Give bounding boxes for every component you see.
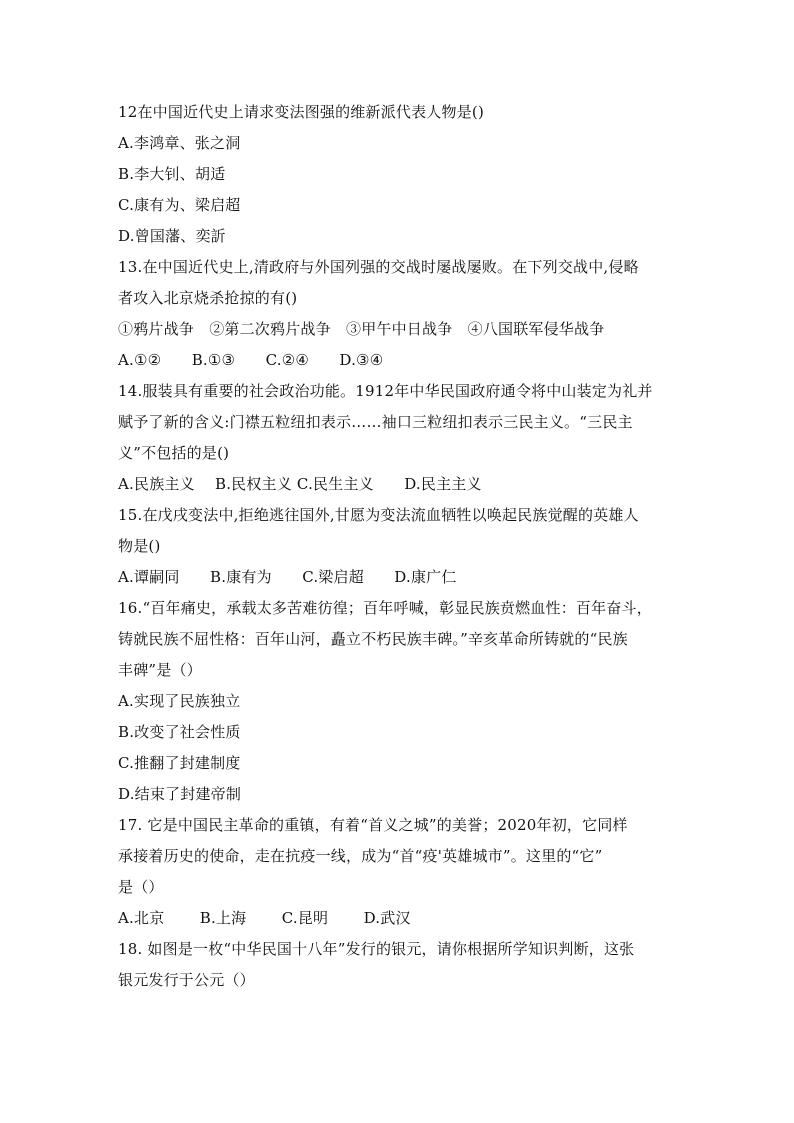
question-12-option-a: A.李鸿章、张之洞: [118, 134, 241, 152]
question-16-stem-line-1: 16.“百年痛史，承载太多苦难彷徨；百年呼喊，彰显民族贲燃血性：百年奋斗，: [118, 599, 652, 617]
question-14-stem-line-3: 义”不包括的是(): [118, 444, 230, 462]
question-18-stem-line-2: 银元发行于公元（）: [118, 971, 255, 989]
question-14-stem-line-2: 赋予了新的含义:门襟五粒纽扣表示……袖口三粒纽扣表示三民主义。“三民主: [118, 413, 633, 431]
question-16-stem-line-2: 铸就民族不屈性格：百年山河，矗立不朽民族丰碑。”辛亥革命所铸就的“民族: [118, 630, 628, 648]
document-page: [118, 97, 678, 996]
question-12-option-b: B.李大钊、胡适: [118, 165, 226, 183]
question-15-options: A.谭嗣同 B.康有为 C.梁启超 D.康广仁: [118, 568, 457, 586]
question-18-stem-line-1: 18. 如图是一枚“中华民国十八年”发行的银元，请你根据所学知识判断，这张: [118, 940, 635, 958]
question-16-option-b: B.改变了社会性质: [118, 723, 241, 741]
question-16-option-a: A.实现了民族独立: [118, 692, 241, 710]
question-16-stem-line-3: 丰碑”是（）: [118, 661, 202, 679]
question-14-options: A.民族主义 B.民权主义 C.民生主义 D.民主主义: [118, 475, 482, 493]
question-12-option-d: D.曾国藩、奕訢: [118, 227, 226, 245]
question-12-option-c: C.康有为、梁启超: [118, 196, 241, 214]
question-13-stem-line-2: 者攻入北京烧杀抢掠的有(): [118, 289, 298, 307]
question-17-stem-line-2: 承接着历史的使命，走在抗疫一线，成为“首“疫'英雄城市”。这里的“它”: [118, 847, 603, 865]
question-17-options: A.北京 B.上海 C.昆明 D.武汉: [118, 909, 411, 927]
question-12-stem: 12在中国近代史上请求变法图强的维新派代表人物是(): [118, 103, 484, 121]
question-15-stem-line-2: 物是(): [118, 537, 161, 555]
question-14-stem-line-1: 14.服装具有重要的社会政治功能。1912年中华民国政府通令将中山装定为礼并: [118, 382, 653, 400]
question-16-option-d: D.结束了封建帝制: [118, 785, 242, 803]
question-13-items: ①鸦片战争 ②第二次鸦片战争 ③甲午中日战争 ④八国联军侵华战争: [118, 320, 605, 338]
question-17-stem-line-3: 是（）: [118, 878, 164, 896]
question-13-options: A.①② B.①③ C.②④ D.③④: [118, 351, 384, 369]
question-16-option-c: C.推翻了封建制度: [118, 754, 241, 772]
question-15-stem-line-1: 15.在戊戌变法中,拒绝逃往国外,甘愿为变法流血牺牲以唤起民族觉醒的英雄人: [118, 506, 639, 524]
question-17-stem-line-1: 17. 它是中国民主革命的重镇，有着“首义之城”的美誉；2020年初，它同样: [118, 816, 628, 834]
question-13-stem-line-1: 13.在中国近代史上,清政府与外国列强的交战时屡战屡败。在下列交战中,侵略: [118, 258, 639, 276]
